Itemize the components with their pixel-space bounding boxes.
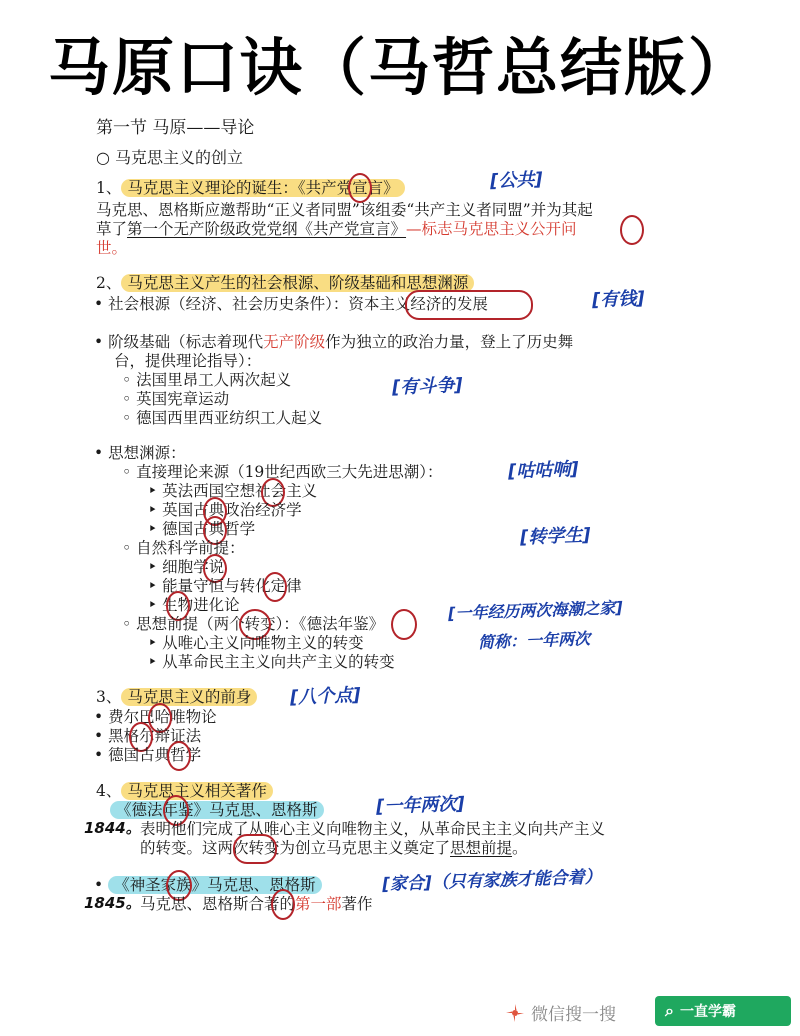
- work1-desc-text: 的转变。这两次转变为创立马克思主义奠定了: [140, 839, 451, 857]
- note-premise: [一年经历两次海潮之家]: [447, 597, 623, 624]
- search-icon: ⌕: [665, 1001, 674, 1020]
- social-roots-key: 资本主义经济: [348, 295, 442, 313]
- note-work1: [一年两次]: [375, 793, 465, 818]
- part2-heading: 马克思主义产生的社会根源、阶级基础和思想渊源: [121, 274, 474, 292]
- note-part1: [公共]: [489, 169, 543, 192]
- list-item: • 德国古典哲学: [94, 746, 202, 764]
- science-premise-label: ◦ 自然科学前提：: [122, 539, 245, 557]
- class-basis-text: • 阶级基础（标志着现代: [94, 333, 264, 351]
- work2-highlight: 《神圣家族》马克思、恩格斯: [108, 876, 322, 894]
- part1-number: 1、: [96, 179, 122, 197]
- work2-desc-red: 第一部: [295, 895, 342, 913]
- note-science: [转学生]: [519, 524, 591, 549]
- list-item: ‣ 从革命民主主义向共产主义的转变: [148, 653, 395, 671]
- note-direct: [咕咕响]: [507, 458, 579, 483]
- circle-mark: [263, 572, 287, 602]
- circle-mark: [271, 889, 295, 920]
- work1-desc-line2: [140, 838, 528, 858]
- page-title: 马原口诀（马哲总结版）: [47, 31, 752, 104]
- work2-desc-text: 马克思、恩格斯合著的: [140, 895, 296, 913]
- wechat-search-label: [505, 1000, 616, 1025]
- part4-heading: 马克思主义相关著作: [121, 782, 273, 800]
- subsection-heading: ○ 马克思主义的创立: [96, 148, 244, 167]
- work1-desc-end: 。: [512, 839, 528, 857]
- part1-body-red: —标志马克思主义公开问: [406, 220, 577, 238]
- note-part3: [八个点]: [289, 684, 361, 709]
- wechat-search-icon: [505, 1003, 525, 1023]
- thought-roots-label: • 思想渊源：: [94, 444, 186, 462]
- note-premise-short: 简称：一年两次: [477, 629, 591, 652]
- list-item: ‣ 能量守恒与转化定律: [148, 577, 302, 595]
- list-item: ◦ 英国宪章运动: [122, 390, 230, 408]
- work2-title: • 《神圣家族》马克思、恩格斯: [94, 875, 322, 895]
- list-item: ◦ 法国里昂工人两次起义: [122, 371, 292, 389]
- note-social: [有钱]: [591, 288, 645, 311]
- class-basis-text2: 作为独立的政治力量，登上了历史舞: [325, 333, 574, 351]
- oval-mark: [405, 290, 533, 320]
- section-heading: 第一节 马原——导论: [96, 118, 255, 138]
- list-item: ‣ 细胞学说: [148, 558, 225, 576]
- list-item: • 黑格尔辩证法: [94, 727, 202, 745]
- social-roots-tail: 的发展: [441, 295, 488, 313]
- list-item: • 费尔巴哈唯物论: [94, 708, 217, 726]
- list-item: ‣ 德国古典哲学: [148, 520, 256, 538]
- class-basis-red: 无产阶级: [263, 333, 326, 351]
- list-item: ‣ 生物进化论: [148, 596, 240, 614]
- work2-desc-line: [140, 894, 373, 914]
- class-basis-line2: 台，提供理论指导）：: [114, 352, 262, 370]
- part1-body-line1: 马克思、恩格斯应邀帮助“正义者同盟”该组委“共产主义者同盟”并为其起: [96, 201, 593, 219]
- part3-heading-line: [96, 687, 257, 707]
- year-1845: 1845。: [84, 894, 141, 912]
- part3-number: 3、: [96, 688, 122, 706]
- list-item: ‣ 从唯心主义向唯物主义的转变: [148, 634, 364, 652]
- work2-desc-end: 著作: [341, 895, 373, 913]
- search-button[interactable]: [655, 996, 791, 1026]
- circle-mark: [348, 173, 372, 203]
- thought-premise-label: ◦ 思想前提（两个转变）：《德法年鉴》: [122, 615, 385, 633]
- list-item: ◦ 德国西里西亚纺织工人起义: [122, 409, 323, 427]
- part1-body-text: 草了: [96, 220, 128, 238]
- wechat-search-bar: [505, 996, 795, 1026]
- part1-body-line3: 世。: [96, 239, 128, 257]
- part1-heading: 马克思主义理论的诞生：《共产党宣言》: [121, 179, 404, 197]
- circle-mark: [391, 609, 417, 640]
- part1-body-line2: [96, 219, 577, 239]
- part3-heading: 马克思主义的前身: [121, 688, 257, 706]
- part1-body-underlined: 第一个无产阶级政党党纲《共产党宣言》: [127, 220, 407, 238]
- search-button-label: 一直学霸: [679, 1004, 736, 1020]
- circle-mark: [620, 215, 644, 245]
- work1-highlight: 《德法年鉴》马克思、恩格斯: [110, 801, 324, 819]
- direct-sources-label: ◦ 直接理论来源（19世纪西欧三大先进思潮）：: [122, 463, 443, 481]
- wechat-search-text: 微信搜一搜: [531, 1005, 616, 1025]
- list-item: ‣ 英法西国空想社会主义: [148, 482, 318, 500]
- list-item: ‣ 英国古典政治经济学: [148, 501, 302, 519]
- note-class: [有斗争]: [391, 374, 463, 399]
- part2-number: 2、: [96, 274, 122, 292]
- part4-number: 4、: [96, 782, 122, 800]
- social-roots-label: • 社会根源（经济、社会历史条件）：: [94, 295, 349, 313]
- oval-mark: [233, 834, 277, 864]
- note-work2: [家合]（只有家族才能合着）: [381, 867, 602, 895]
- work1-desc-line1: 表明他们完成了从唯心主义向唯物主义，从革命民主主义向共产主义: [140, 820, 606, 838]
- circle-mark: [167, 741, 191, 771]
- year-1844: 1844。: [84, 819, 141, 837]
- work1-desc-underlined: 思想前提: [450, 839, 513, 857]
- class-basis-line1: [94, 332, 573, 352]
- work1-title: [110, 800, 324, 820]
